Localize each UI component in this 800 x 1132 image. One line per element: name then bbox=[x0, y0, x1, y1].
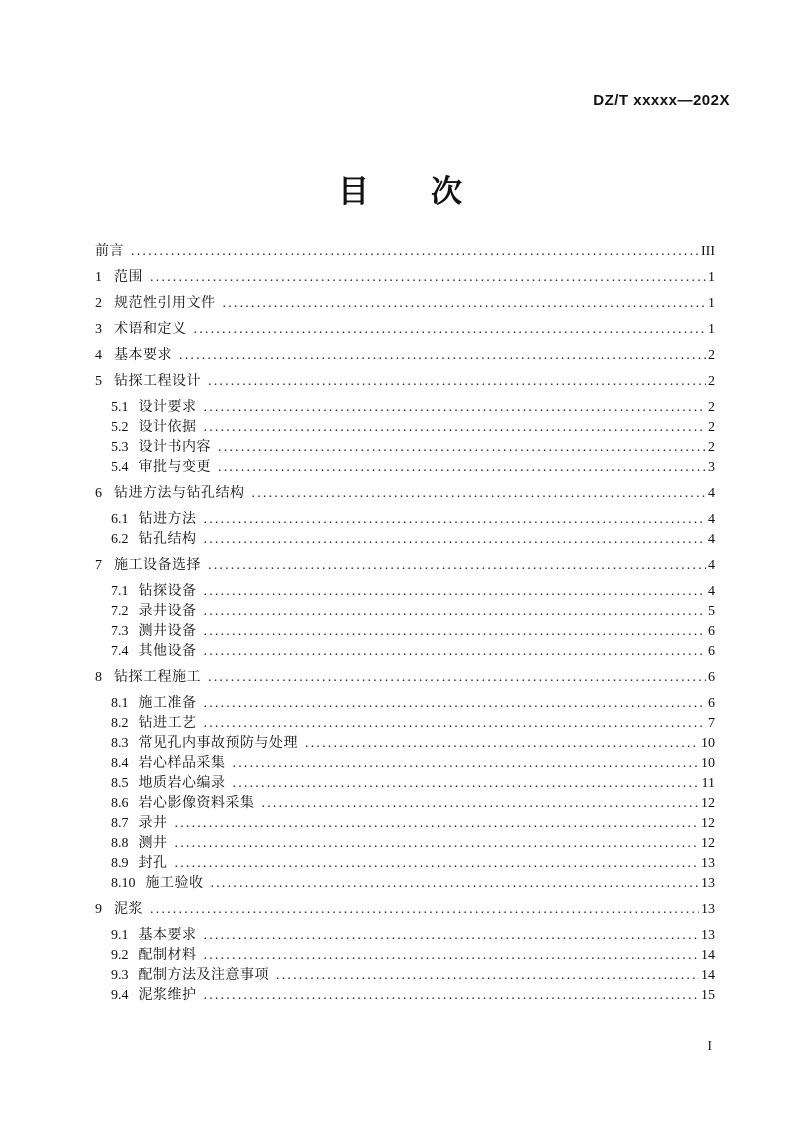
toc-entry bbox=[95, 602, 715, 622]
toc-entry bbox=[95, 622, 715, 642]
toc-entry-title: 配制材料 bbox=[138, 948, 197, 963]
toc-entry-title: 钻进工艺 bbox=[138, 716, 197, 731]
toc-dot-leader bbox=[204, 530, 707, 550]
toc-entry-number: 7.2 bbox=[111, 604, 129, 619]
toc-entry bbox=[95, 320, 715, 340]
toc-entry bbox=[95, 398, 715, 418]
toc-entry-number: 8.5 bbox=[111, 776, 129, 791]
toc-entry-number: 2 bbox=[95, 296, 102, 311]
toc-entry bbox=[95, 242, 715, 262]
toc-entry bbox=[95, 556, 715, 576]
doc-code: DZ/T xxxxx—202X bbox=[593, 92, 730, 109]
toc-entry-title: 测井设备 bbox=[138, 624, 197, 639]
toc-entry-page: 12 bbox=[701, 796, 715, 811]
toc-entry-title: 钻探设备 bbox=[138, 584, 197, 599]
toc-entry bbox=[95, 438, 715, 458]
toc-dot-leader bbox=[204, 582, 707, 602]
toc-entry-number: 8.9 bbox=[111, 856, 129, 871]
toc-entry-page: 6 bbox=[708, 644, 715, 659]
toc-entry-page: 13 bbox=[701, 876, 715, 891]
toc-entry bbox=[95, 814, 715, 834]
toc-entry bbox=[95, 510, 715, 530]
toc-entry-title: 泥浆 bbox=[114, 902, 143, 917]
toc-dot-leader bbox=[150, 268, 706, 288]
toc-entry-number: 5.3 bbox=[111, 440, 129, 455]
toc-entry-number: 7 bbox=[95, 558, 102, 573]
toc-entry-number: 5 bbox=[95, 374, 102, 389]
toc-entry-number: 5.1 bbox=[111, 400, 129, 415]
toc-entry bbox=[95, 754, 715, 774]
toc-entry-page: 1 bbox=[708, 270, 715, 285]
toc-entry-page: 13 bbox=[701, 928, 715, 943]
toc-entry-title: 基本要求 bbox=[138, 928, 197, 943]
toc-entry-title: 钻进方法 bbox=[138, 512, 197, 527]
toc-entry bbox=[95, 484, 715, 504]
toc-entry-number: 7.3 bbox=[111, 624, 129, 639]
toc-entry bbox=[95, 268, 715, 288]
toc-entry bbox=[95, 734, 715, 754]
toc-entry-page: 6 bbox=[708, 670, 715, 685]
toc-entry-page: 6 bbox=[708, 696, 715, 711]
toc-entry-title: 施工验收 bbox=[145, 876, 204, 891]
toc-entry bbox=[95, 900, 715, 920]
toc-dot-leader bbox=[204, 926, 700, 946]
toc-entry-number: 6.1 bbox=[111, 512, 129, 527]
toc-dot-leader bbox=[276, 966, 699, 986]
toc-entry-title: 泥浆维护 bbox=[138, 988, 197, 1003]
toc-entry bbox=[95, 714, 715, 734]
toc-entry bbox=[95, 834, 715, 854]
toc-entry-number: 9 bbox=[95, 902, 102, 917]
toc-entry bbox=[95, 294, 715, 314]
toc-entry-number: 8.7 bbox=[111, 816, 129, 831]
toc-entry-title: 设计依据 bbox=[138, 420, 197, 435]
toc-dot-leader bbox=[204, 642, 707, 662]
table-of-contents bbox=[95, 236, 715, 1006]
toc-entry-title: 测井 bbox=[138, 836, 168, 851]
toc-dot-leader bbox=[204, 714, 707, 734]
toc-dot-leader bbox=[218, 438, 706, 458]
page-title: 目 次 bbox=[338, 174, 462, 209]
toc-dot-leader bbox=[208, 668, 706, 688]
toc-dot-leader bbox=[218, 458, 706, 478]
toc-entry-number: 5.4 bbox=[111, 460, 129, 475]
toc-entry-title: 设计要求 bbox=[138, 400, 197, 415]
toc-entry-number: 7.4 bbox=[111, 644, 129, 659]
toc-entry-title: 规范性引用文件 bbox=[114, 296, 216, 311]
toc-entry-page: 1 bbox=[708, 296, 715, 311]
toc-entry-page: 12 bbox=[701, 816, 715, 831]
toc-entry-number: 8.6 bbox=[111, 796, 129, 811]
toc-entry-page: 4 bbox=[708, 584, 715, 599]
toc-entry-number: 9.2 bbox=[111, 948, 129, 963]
toc-entry-title: 钻探工程设计 bbox=[114, 374, 201, 389]
toc-entry bbox=[95, 966, 715, 986]
toc-entry-number: 8.8 bbox=[111, 836, 129, 851]
toc-dot-leader bbox=[204, 986, 700, 1006]
toc-dot-leader bbox=[208, 556, 706, 576]
toc-dot-leader bbox=[204, 398, 707, 418]
toc-entry-page: 3 bbox=[708, 460, 715, 475]
toc-dot-leader bbox=[211, 874, 700, 894]
toc-entry-number: 4 bbox=[95, 348, 102, 363]
toc-entry-page: 15 bbox=[701, 988, 715, 1003]
toc-entry-page: 2 bbox=[708, 440, 715, 455]
toc-dot-leader bbox=[175, 834, 700, 854]
toc-entry-number: 8.1 bbox=[111, 696, 129, 711]
toc-dot-leader bbox=[208, 372, 706, 392]
toc-entry-number: 8.10 bbox=[111, 876, 136, 891]
toc-entry bbox=[95, 874, 715, 894]
toc-entry-number: 3 bbox=[95, 322, 102, 337]
toc-entry-page: 2 bbox=[708, 374, 715, 389]
toc-dot-leader bbox=[204, 946, 700, 966]
toc-entry-page: 2 bbox=[708, 348, 715, 363]
toc-entry bbox=[95, 582, 715, 602]
toc-entry-page: III bbox=[701, 244, 715, 259]
toc-entry-page: 6 bbox=[708, 624, 715, 639]
toc-entry bbox=[95, 458, 715, 478]
toc-entry-page: 10 bbox=[701, 756, 715, 771]
toc-dot-leader bbox=[179, 346, 706, 366]
toc-dot-leader bbox=[204, 622, 707, 642]
toc-entry-title: 钻进方法与钻孔结构 bbox=[114, 486, 245, 501]
toc-entry-page: 2 bbox=[708, 420, 715, 435]
toc-entry-title: 录井 bbox=[138, 816, 168, 831]
toc-dot-leader bbox=[262, 794, 700, 814]
toc-entry-number: 7.1 bbox=[111, 584, 129, 599]
toc-entry bbox=[95, 346, 715, 366]
toc-entry-number: 6 bbox=[95, 486, 102, 501]
toc-entry-title: 录井设备 bbox=[138, 604, 197, 619]
toc-entry-title: 钻探工程施工 bbox=[114, 670, 201, 685]
toc-dot-leader bbox=[175, 854, 700, 874]
page-number: I bbox=[707, 1039, 712, 1054]
toc-entry-page: 4 bbox=[708, 532, 715, 547]
toc-entry-page: 7 bbox=[708, 716, 715, 731]
toc-dot-leader bbox=[305, 734, 699, 754]
toc-entry-page: 11 bbox=[701, 776, 715, 791]
toc-entry-number: 8 bbox=[95, 670, 102, 685]
toc-entry-page: 12 bbox=[701, 836, 715, 851]
toc-entry-title: 范围 bbox=[114, 270, 143, 285]
toc-dot-leader bbox=[233, 774, 700, 794]
toc-entry-title: 封孔 bbox=[138, 856, 168, 871]
toc-dot-leader bbox=[204, 510, 707, 530]
toc-entry-title: 前言 bbox=[95, 244, 124, 259]
toc-entry-number: 6.2 bbox=[111, 532, 129, 547]
toc-entry bbox=[95, 668, 715, 688]
toc-entry-title: 设计书内容 bbox=[138, 440, 211, 455]
toc-entry-title: 审批与变更 bbox=[138, 460, 211, 475]
toc-entry-title: 地质岩心编录 bbox=[138, 776, 226, 791]
toc-entry-number: 8.3 bbox=[111, 736, 129, 751]
toc-entry-page: 10 bbox=[701, 736, 715, 751]
toc-entry bbox=[95, 986, 715, 1006]
toc-dot-leader bbox=[175, 814, 700, 834]
toc-entry-page: 4 bbox=[708, 558, 715, 573]
toc-entry-page: 4 bbox=[708, 486, 715, 501]
toc-entry-page: 13 bbox=[701, 902, 715, 917]
toc-entry-title: 配制方法及注意事项 bbox=[138, 968, 269, 983]
toc-entry-number: 9.1 bbox=[111, 928, 129, 943]
toc-entry-page: 13 bbox=[701, 856, 715, 871]
toc-entry-number: 9.4 bbox=[111, 988, 129, 1003]
toc-dot-leader bbox=[194, 320, 707, 340]
toc-entry bbox=[95, 642, 715, 662]
toc-entry-number: 9.3 bbox=[111, 968, 129, 983]
toc-entry bbox=[95, 946, 715, 966]
toc-entry-page: 14 bbox=[701, 948, 715, 963]
toc-entry-page: 4 bbox=[708, 512, 715, 527]
toc-entry-number: 8.2 bbox=[111, 716, 129, 731]
toc-entry-page: 2 bbox=[708, 400, 715, 415]
toc-entry-number: 8.4 bbox=[111, 756, 129, 771]
toc-entry-number: 1 bbox=[95, 270, 102, 285]
toc-entry-page: 14 bbox=[701, 968, 715, 983]
toc-entry bbox=[95, 418, 715, 438]
toc-dot-leader bbox=[204, 602, 707, 622]
toc-entry-title: 钻孔结构 bbox=[138, 532, 197, 547]
toc-entry bbox=[95, 926, 715, 946]
toc-dot-leader bbox=[204, 418, 707, 438]
toc-dot-leader bbox=[150, 900, 699, 920]
toc-dot-leader bbox=[223, 294, 707, 314]
toc-dot-leader bbox=[252, 484, 707, 504]
toc-entry-page: 1 bbox=[708, 322, 715, 337]
toc-entry bbox=[95, 794, 715, 814]
toc-entry-page: 5 bbox=[708, 604, 715, 619]
toc-entry bbox=[95, 372, 715, 392]
toc-entry bbox=[95, 854, 715, 874]
toc-dot-leader bbox=[204, 694, 707, 714]
toc-dot-leader bbox=[131, 242, 699, 262]
toc-entry bbox=[95, 774, 715, 794]
toc-entry-title: 岩心影像资料采集 bbox=[138, 796, 255, 811]
toc-entry bbox=[95, 694, 715, 714]
toc-entry-title: 施工准备 bbox=[138, 696, 197, 711]
toc-entry-title: 其他设备 bbox=[138, 644, 197, 659]
toc-dot-leader bbox=[233, 754, 700, 774]
toc-entry-title: 常见孔内事故预防与处理 bbox=[138, 736, 298, 751]
toc-entry-title: 术语和定义 bbox=[114, 322, 187, 337]
toc-entry-title: 基本要求 bbox=[114, 348, 172, 363]
toc-entry-title: 岩心样品采集 bbox=[138, 756, 226, 771]
toc-entry-title: 施工设备选择 bbox=[114, 558, 201, 573]
toc-entry-number: 5.2 bbox=[111, 420, 129, 435]
toc-entry bbox=[95, 530, 715, 550]
